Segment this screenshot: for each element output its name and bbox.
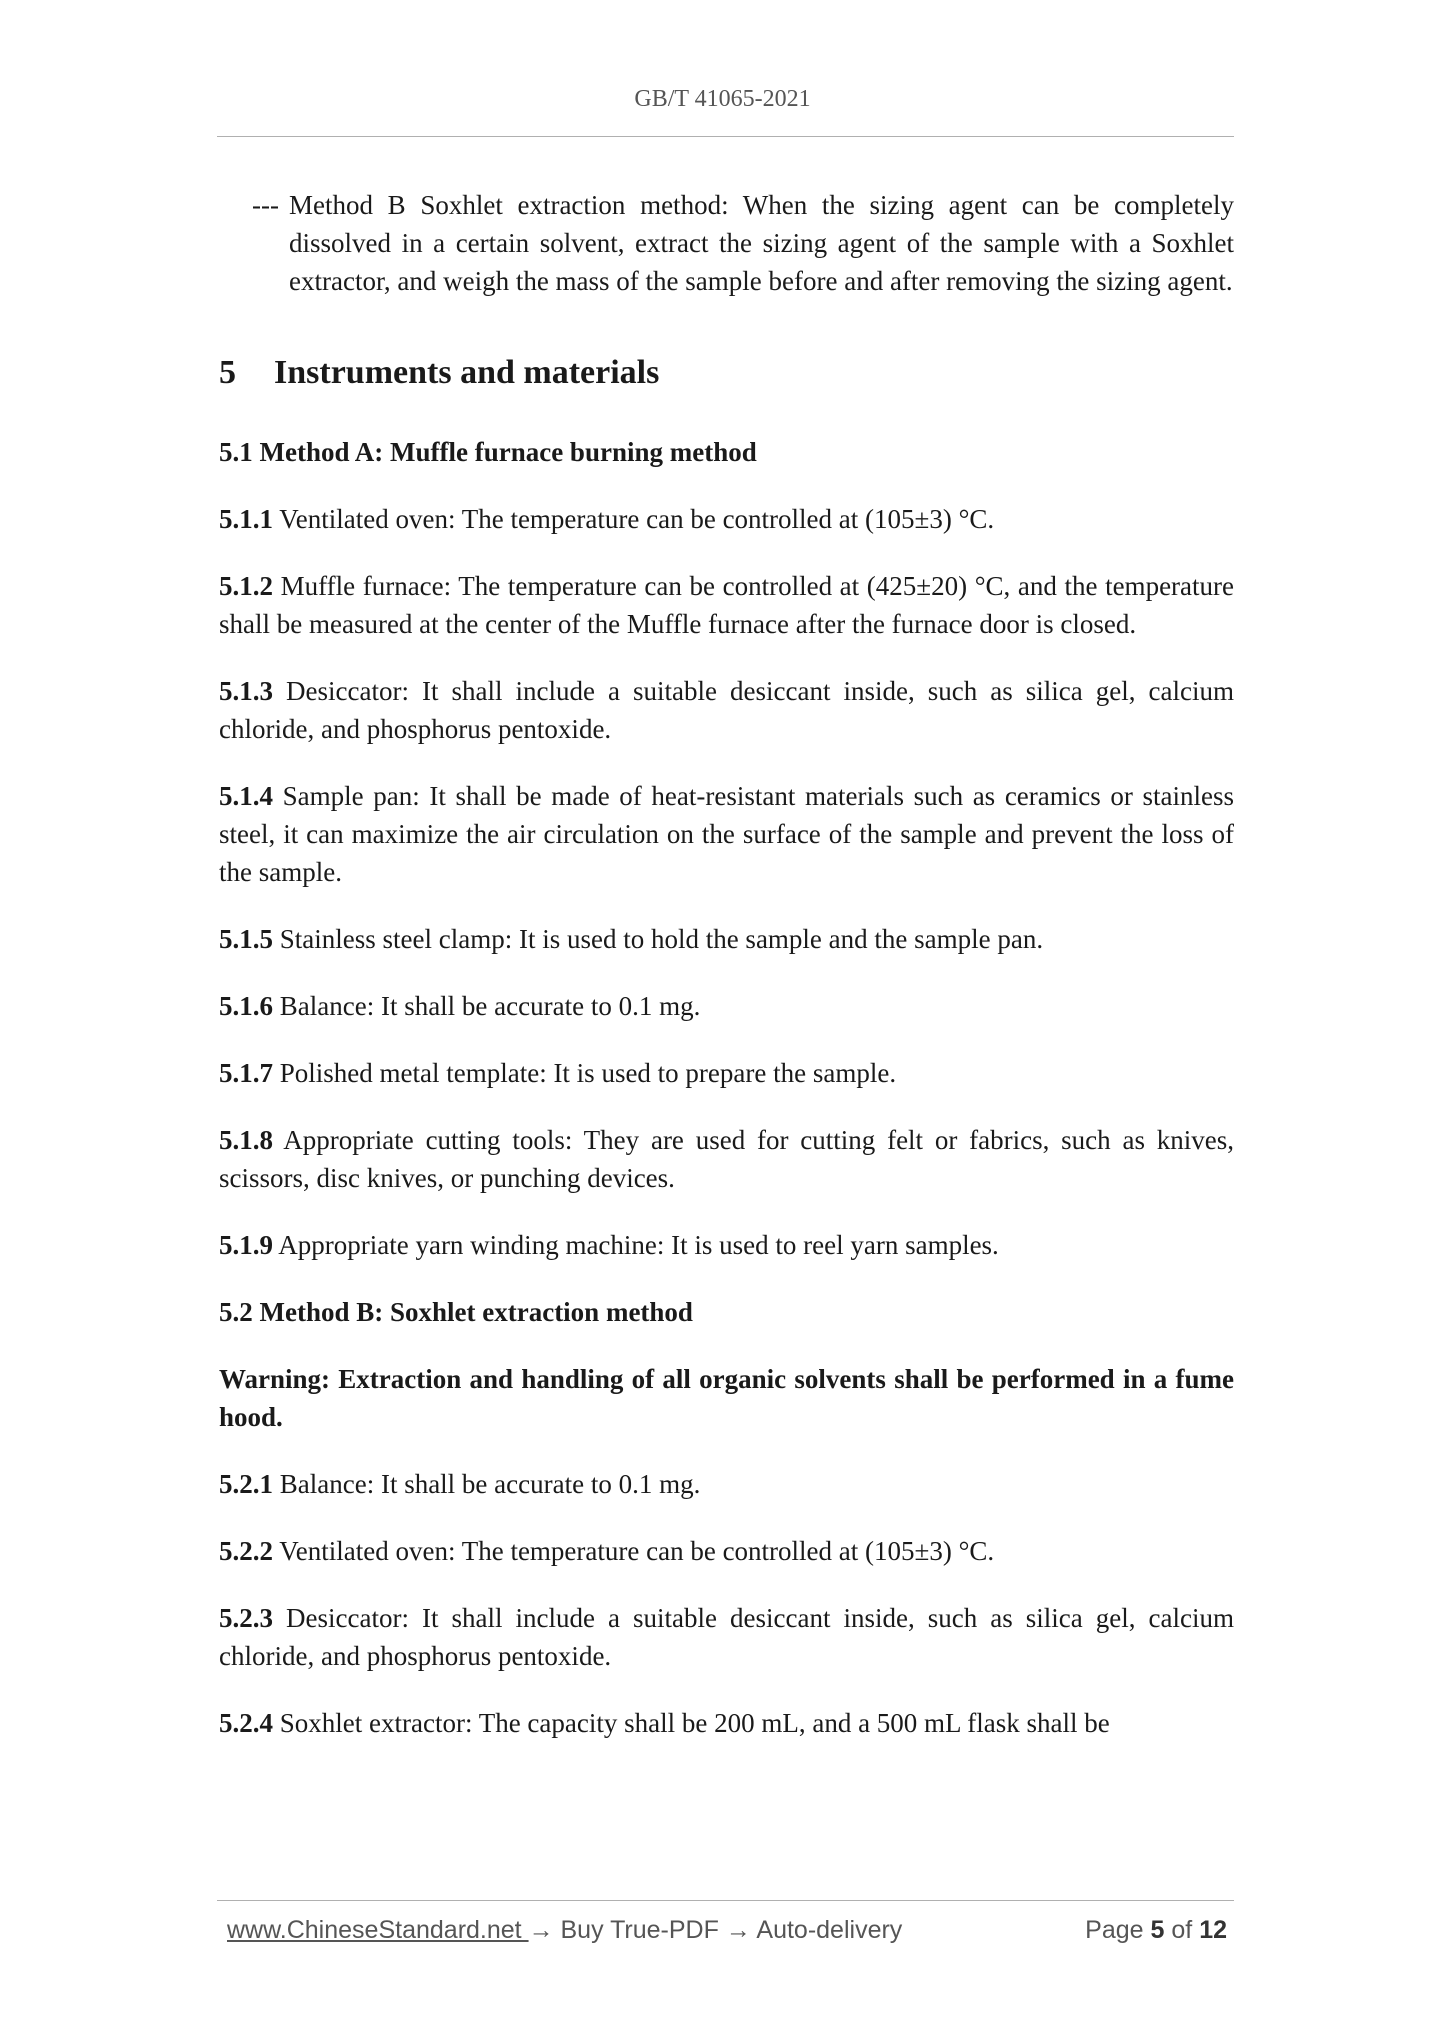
clause-number: 5.1.2 <box>219 571 273 601</box>
clause-number: 5.1.8 <box>219 1125 273 1155</box>
clause-number: 5.2.3 <box>219 1603 273 1633</box>
subsection-5-1-heading: 5.1 Method A: Muffle furnace burning method <box>219 437 757 467</box>
page-of: of <box>1171 1916 1193 1944</box>
clause-5-1-7 <box>219 1054 1234 1092</box>
clause-text: Polished metal template: It is used to prepare the sample. <box>273 1058 897 1088</box>
page-footer <box>227 1916 1227 1945</box>
clause-number: 5.1.3 <box>219 676 273 706</box>
warning-note: Warning: Extraction and handling of all organic solvents shall be performed in a fume hood. <box>219 1364 1234 1432</box>
website-link[interactable]: www.ChineseStandard.net <box>227 1916 529 1944</box>
clause-text: Desiccator: It shall include a suitable desiccant inside, such as silica gel, calcium chloride, and phosphorus pentoxide. <box>219 676 1234 744</box>
clause-5-1-4 <box>219 777 1234 891</box>
clause-text: Appropriate yarn winding machine: It is used to reel yarn samples. <box>273 1230 999 1260</box>
clause-text: Sample pan: It shall be made of heat-resistant materials such as ceramics or stainless steel, it can maximize the air circulation on the surface of the sample and prevent the loss of the sample. <box>219 781 1234 887</box>
clause-text: Desiccator: It shall include a suitable desiccant inside, such as silica gel, calcium chloride, and phosphorus pentoxide. <box>219 1603 1234 1671</box>
page-indicator <box>1085 1916 1227 1945</box>
subsection-5-2-heading: 5.2 Method B: Soxhlet extraction method <box>219 1297 693 1327</box>
page-body <box>219 186 1234 1771</box>
clause-text: Muffle furnace: The temperature can be controlled at (425±20) °C, and the temperature shall be measured at the center of the Muffle furnace after the furnace door is closed. <box>219 571 1234 639</box>
header-divider <box>217 136 1234 137</box>
footer-divider <box>217 1900 1234 1901</box>
clause-text: Appropriate cutting tools: They are used for cutting felt or fabrics, such as knives, scissors, disc knives, or punching devices. <box>219 1125 1234 1193</box>
buy-pdf-text: Buy True-PDF <box>553 1916 726 1944</box>
clause-number: 5.1.1 <box>219 504 273 534</box>
clause-5-1-2 <box>219 567 1234 643</box>
clause-number: 5.2.2 <box>219 1536 273 1566</box>
clause-5-1-8 <box>219 1121 1234 1197</box>
clause-5-2-3 <box>219 1599 1234 1675</box>
page-current: 5 <box>1150 1916 1165 1944</box>
clause-5-1-1 <box>219 500 1234 538</box>
arrow-right-icon: → <box>725 1916 751 1944</box>
clause-number: 5.2.1 <box>219 1469 273 1499</box>
section-title: Instruments and materials <box>274 354 660 391</box>
clause-number: 5.1.6 <box>219 991 273 1021</box>
section-5-heading <box>219 352 1234 394</box>
clause-text: Ventilated oven: The temperature can be controlled at (105±3) °C. <box>273 1536 995 1566</box>
list-dash: --- <box>252 190 279 220</box>
clause-5-2-4 <box>219 1704 1234 1742</box>
clause-number: 5.1.4 <box>219 781 273 811</box>
clause-text: Balance: It shall be accurate to 0.1 mg. <box>273 1469 701 1499</box>
clause-5-1-3 <box>219 672 1234 748</box>
clause-text: Balance: It shall be accurate to 0.1 mg. <box>273 991 701 1021</box>
section-number: 5 <box>219 354 236 391</box>
clause-text: Ventilated oven: The temperature can be controlled at (105±3) °C. <box>273 504 995 534</box>
method-b-text: Method B Soxhlet extraction method: When the sizing agent can be completely dissolved in a certain solvent, extract the sizing agent of the sample with a Soxhlet extractor, and weigh the mass of the sample before and after removing the sizing agent. <box>289 190 1234 296</box>
auto-delivery-text: Auto-delivery <box>750 1916 903 1944</box>
clause-text: Soxhlet extractor: The capacity shall be 200 mL, and a 500 mL flask shall be <box>273 1708 1110 1738</box>
clause-text: Stainless steel clamp: It is used to hold the sample and the sample pan. <box>273 924 1044 954</box>
clause-number: 5.2.4 <box>219 1708 273 1738</box>
page-total: 12 <box>1199 1916 1227 1944</box>
clause-5-1-5 <box>219 920 1234 958</box>
page-label: Page <box>1085 1916 1144 1944</box>
clause-5-2-2 <box>219 1532 1234 1570</box>
clause-5-1-6 <box>219 987 1234 1025</box>
document-code-header: GB/T 41065-2021 <box>634 86 811 112</box>
clause-5-1-9 <box>219 1226 1234 1264</box>
clause-number: 5.1.9 <box>219 1230 273 1260</box>
clause-number: 5.1.7 <box>219 1058 273 1088</box>
clause-5-2-1 <box>219 1465 1234 1503</box>
clause-number: 5.1.5 <box>219 924 273 954</box>
arrow-right-icon: → <box>528 1916 554 1944</box>
method-b-description <box>219 186 1234 300</box>
